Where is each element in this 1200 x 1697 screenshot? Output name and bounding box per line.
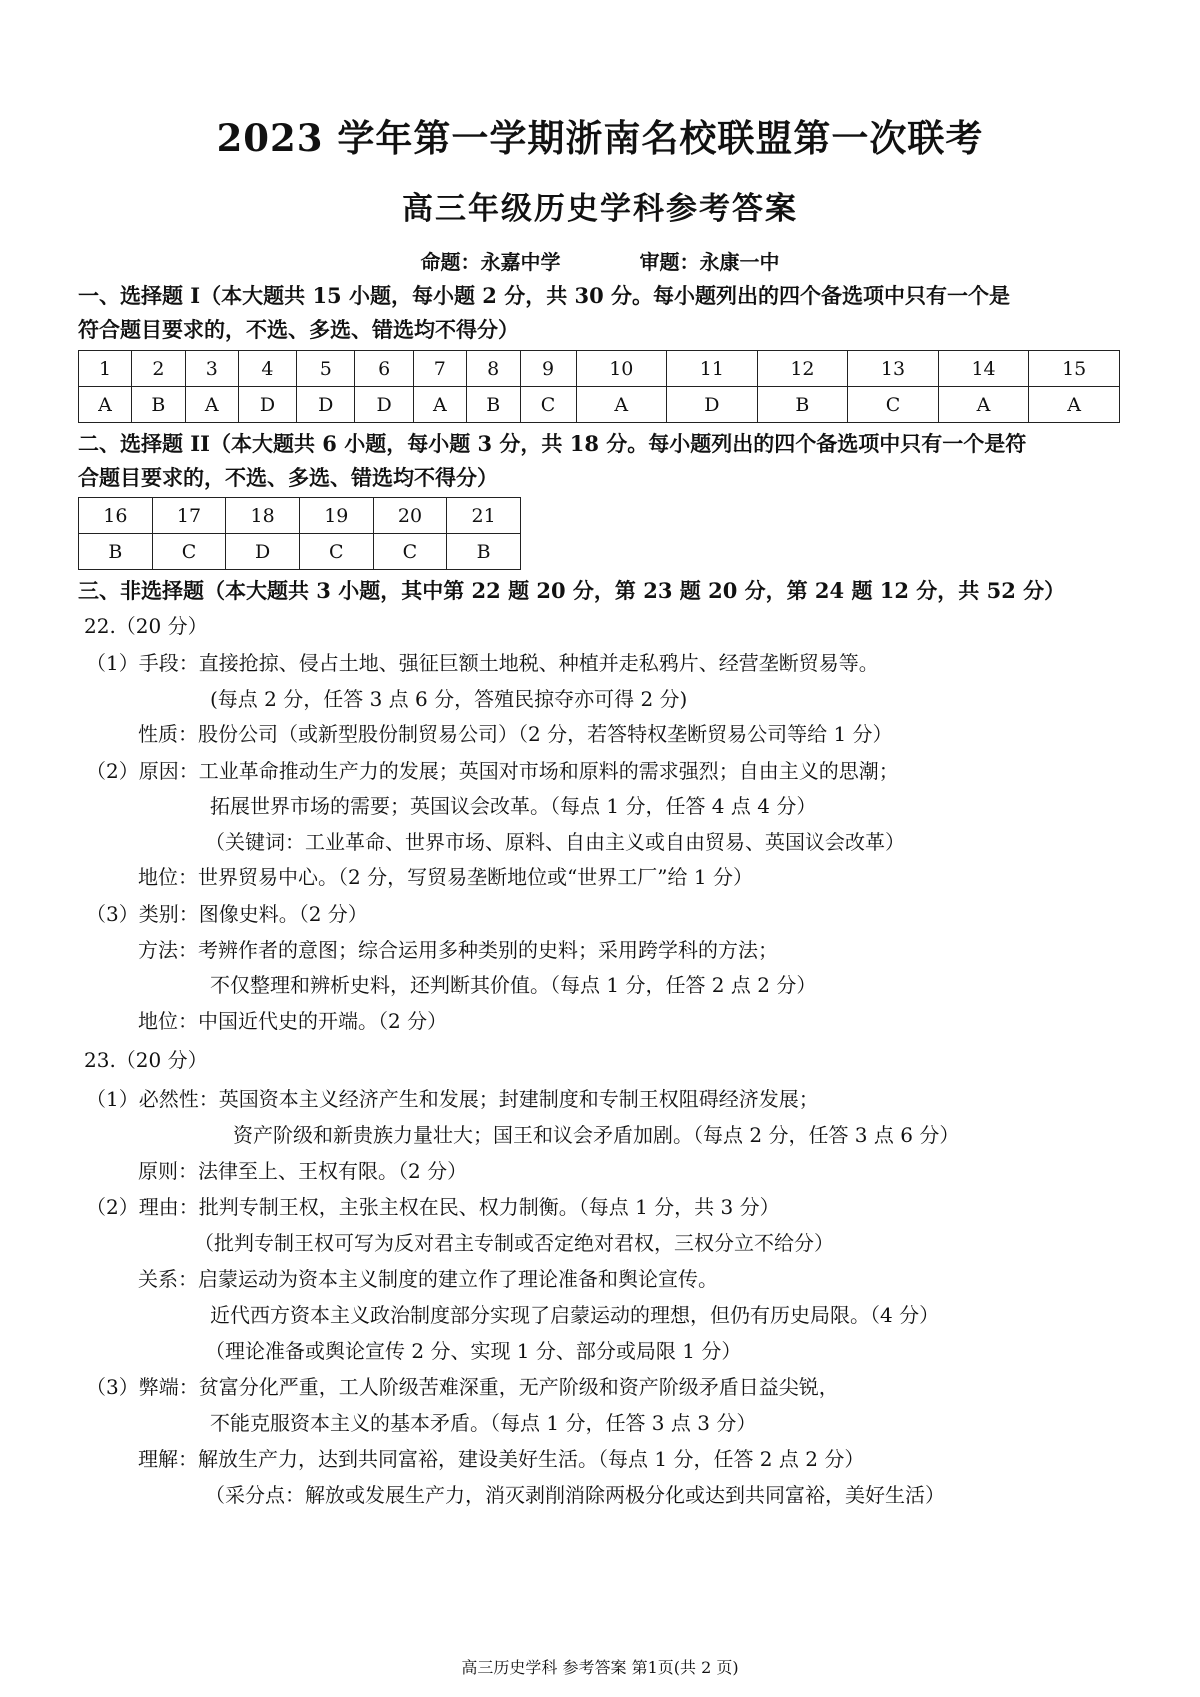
- answer-cell: D: [226, 534, 300, 570]
- q23-3-understanding: 理解：解放生产力，达到共同富裕，建设美好生活。（每点 1 分，任答 2 点 2 分）: [138, 1447, 865, 1471]
- q22-2-status: 地位：世界贸易中心。（2 分，写贸易垄断地位或“世界工厂”给 1 分）: [138, 865, 753, 889]
- section1-heading-line2: 符合题目要求的，不选、多选、错选均不得分）: [78, 317, 519, 342]
- answer-cell: D: [667, 387, 758, 423]
- answer-cell: A: [79, 387, 132, 423]
- q22-3-method: 方法：考辨作者的意图；综合运用多种类别的史料；采用跨学科的方法；: [138, 938, 778, 962]
- q23-3-scoring-points: （采分点：解放或发展生产力，消灭剥削消除两极分化或达到共同富裕，美好生活）: [205, 1483, 945, 1507]
- answer-cell: C: [373, 534, 447, 570]
- question-number: 10: [576, 351, 667, 387]
- question-number: 21: [447, 498, 521, 534]
- q22-3-status: 地位：中国近代史的开端。（2 分）: [138, 1009, 448, 1033]
- question-number: 20: [373, 498, 447, 534]
- q23-2-relation-cont: 近代西方资本主义政治制度部分实现了启蒙运动的理想，但仍有历史局限。（4 分）: [210, 1303, 940, 1327]
- section2-number-row: [79, 498, 521, 534]
- q23-heading: 23.（20 分）: [84, 1048, 208, 1072]
- q23-1-principle: 原则：法律至上、王权有限。（2 分）: [138, 1159, 468, 1183]
- answer-cell: B: [447, 534, 521, 570]
- question-number: 2: [131, 351, 185, 387]
- section2-answer-row: [79, 534, 521, 570]
- reviewer-label: 审题：永康一中: [639, 250, 780, 274]
- question-number: 11: [667, 351, 758, 387]
- q22-1-scoring: (每点 2 分，任答 3 点 6 分，答殖民掠夺亦可得 2 分): [210, 687, 688, 711]
- answer-cell: A: [185, 387, 238, 423]
- question-number: 17: [152, 498, 226, 534]
- q22-2-keywords: （关键词：工业革命、世界市场、原料、自由主义或自由贸易、英国议会改革）: [205, 830, 905, 854]
- setter-label: 命题：永嘉中学: [420, 250, 561, 274]
- question-number: 13: [848, 351, 939, 387]
- question-number: 7: [413, 351, 466, 387]
- answer-cell: B: [757, 387, 848, 423]
- q22-3-method-cont: 不仅整理和辨析史料，还判断其价值。（每点 1 分，任答 2 点 2 分）: [210, 973, 817, 997]
- q23-2-note: （批判专制王权可写为反对君主专制或否定绝对君权，三权分立不给分）: [194, 1231, 834, 1255]
- question-number: 15: [1029, 351, 1120, 387]
- page-subtitle: 高三年级历史学科参考答案: [402, 191, 798, 227]
- question-number: 5: [297, 351, 355, 387]
- question-number: 18: [226, 498, 300, 534]
- q23-2-relation: 关系：启蒙运动为资本主义制度的建立作了理论准备和舆论宣传。: [138, 1267, 718, 1291]
- section2-heading-line1: 二、选择题 II（本大题共 6 小题，每小题 3 分，共 18 分。每小题列出的四个备选项中只有一个是符: [78, 431, 1027, 456]
- question-number: 9: [520, 351, 576, 387]
- page-footer: 高三历史学科 参考答案 第1页(共 2 页): [461, 1658, 739, 1677]
- q23-2-reason: （2）理由：批判专制王权，主张主权在民、权力制衡。（每点 1 分，共 3 分）: [86, 1195, 780, 1219]
- q23-2-scoring: （理论准备或舆论宣传 2 分、实现 1 分、部分或局限 1 分）: [205, 1339, 742, 1363]
- page-title: 2023 学年第一学期浙南名校联盟第一次联考: [216, 116, 984, 160]
- section1-number-row: [79, 351, 1120, 387]
- answer-cell: A: [576, 387, 667, 423]
- answer-cell: B: [79, 534, 153, 570]
- question-number: 12: [757, 351, 848, 387]
- q22-2-reasons: （2）原因：工业革命推动生产力的发展；英国对市场和原料的需求强烈；自由主义的思潮；: [86, 759, 899, 783]
- q23-3-drawback: （3）弊端：贫富分化严重，工人阶级苦难深重，无产阶级和资产阶级矛盾日益尖锐，: [86, 1375, 839, 1399]
- answer-cell: A: [938, 387, 1029, 423]
- answer-cell: A: [413, 387, 466, 423]
- q22-3-category: （3）类别：图像史料。（2 分）: [86, 902, 368, 926]
- section1-answer-table: [78, 350, 1120, 423]
- authors-line: [0, 246, 1200, 275]
- answer-cell: C: [520, 387, 576, 423]
- question-number: 6: [355, 351, 413, 387]
- question-number: 1: [79, 351, 132, 387]
- answer-cell: C: [299, 534, 373, 570]
- section3-heading: 三、非选择题（本大题共 3 小题，其中第 22 题 20 分，第 23 题 20 分，第 24 题 12 分，共 52 分）: [78, 578, 1066, 603]
- q23-3-drawback-cont: 不能克服资本主义的基本矛盾。（每点 1 分，任答 3 点 3 分）: [210, 1411, 757, 1435]
- q22-2-reasons-cont: 拓展世界市场的需要；英国议会改革。（每点 1 分，任答 4 点 4 分）: [210, 794, 817, 818]
- answer-cell: C: [848, 387, 939, 423]
- question-number: 4: [238, 351, 296, 387]
- answer-cell: B: [466, 387, 520, 423]
- section1-heading: [78, 279, 1128, 347]
- section1-answer-row: [79, 387, 1120, 423]
- answer-cell: A: [1029, 387, 1120, 423]
- q22-heading: 22.（20 分）: [84, 614, 208, 638]
- answer-cell: D: [355, 387, 413, 423]
- section2-answer-table: [78, 497, 521, 570]
- q22-1-means: （1）手段：直接抢掠、侵占土地、强征巨额土地税、种植并走私鸦片、经营垄断贸易等。: [86, 651, 879, 675]
- answer-cell: D: [297, 387, 355, 423]
- section2-heading-line2: 合题目要求的，不选、多选、错选均不得分）: [78, 465, 498, 490]
- answer-cell: C: [152, 534, 226, 570]
- question-number: 8: [466, 351, 520, 387]
- question-number: 19: [299, 498, 373, 534]
- section1-heading-line1: 一、选择题 I（本大题共 15 小题，每小题 2 分，共 30 分。每小题列出的四个备选项中只有一个是: [78, 283, 1011, 308]
- q23-1-necessity: （1）必然性：英国资本主义经济产生和发展；封建制度和专制王权阻碍经济发展；: [86, 1087, 819, 1111]
- question-number: 3: [185, 351, 238, 387]
- question-number: 14: [938, 351, 1029, 387]
- q23-1-necessity-cont: 资产阶级和新贵族力量壮大；国王和议会矛盾加剧。（每点 2 分，任答 3 点 6 分）: [233, 1123, 960, 1147]
- question-number: 16: [79, 498, 153, 534]
- section2-heading: [78, 427, 1128, 495]
- q22-1-nature: 性质：股份公司（或新型股份制贸易公司）（2 分，若答特权垄断贸易公司等给 1 分）: [138, 722, 893, 746]
- answer-cell: D: [238, 387, 296, 423]
- answer-cell: B: [131, 387, 185, 423]
